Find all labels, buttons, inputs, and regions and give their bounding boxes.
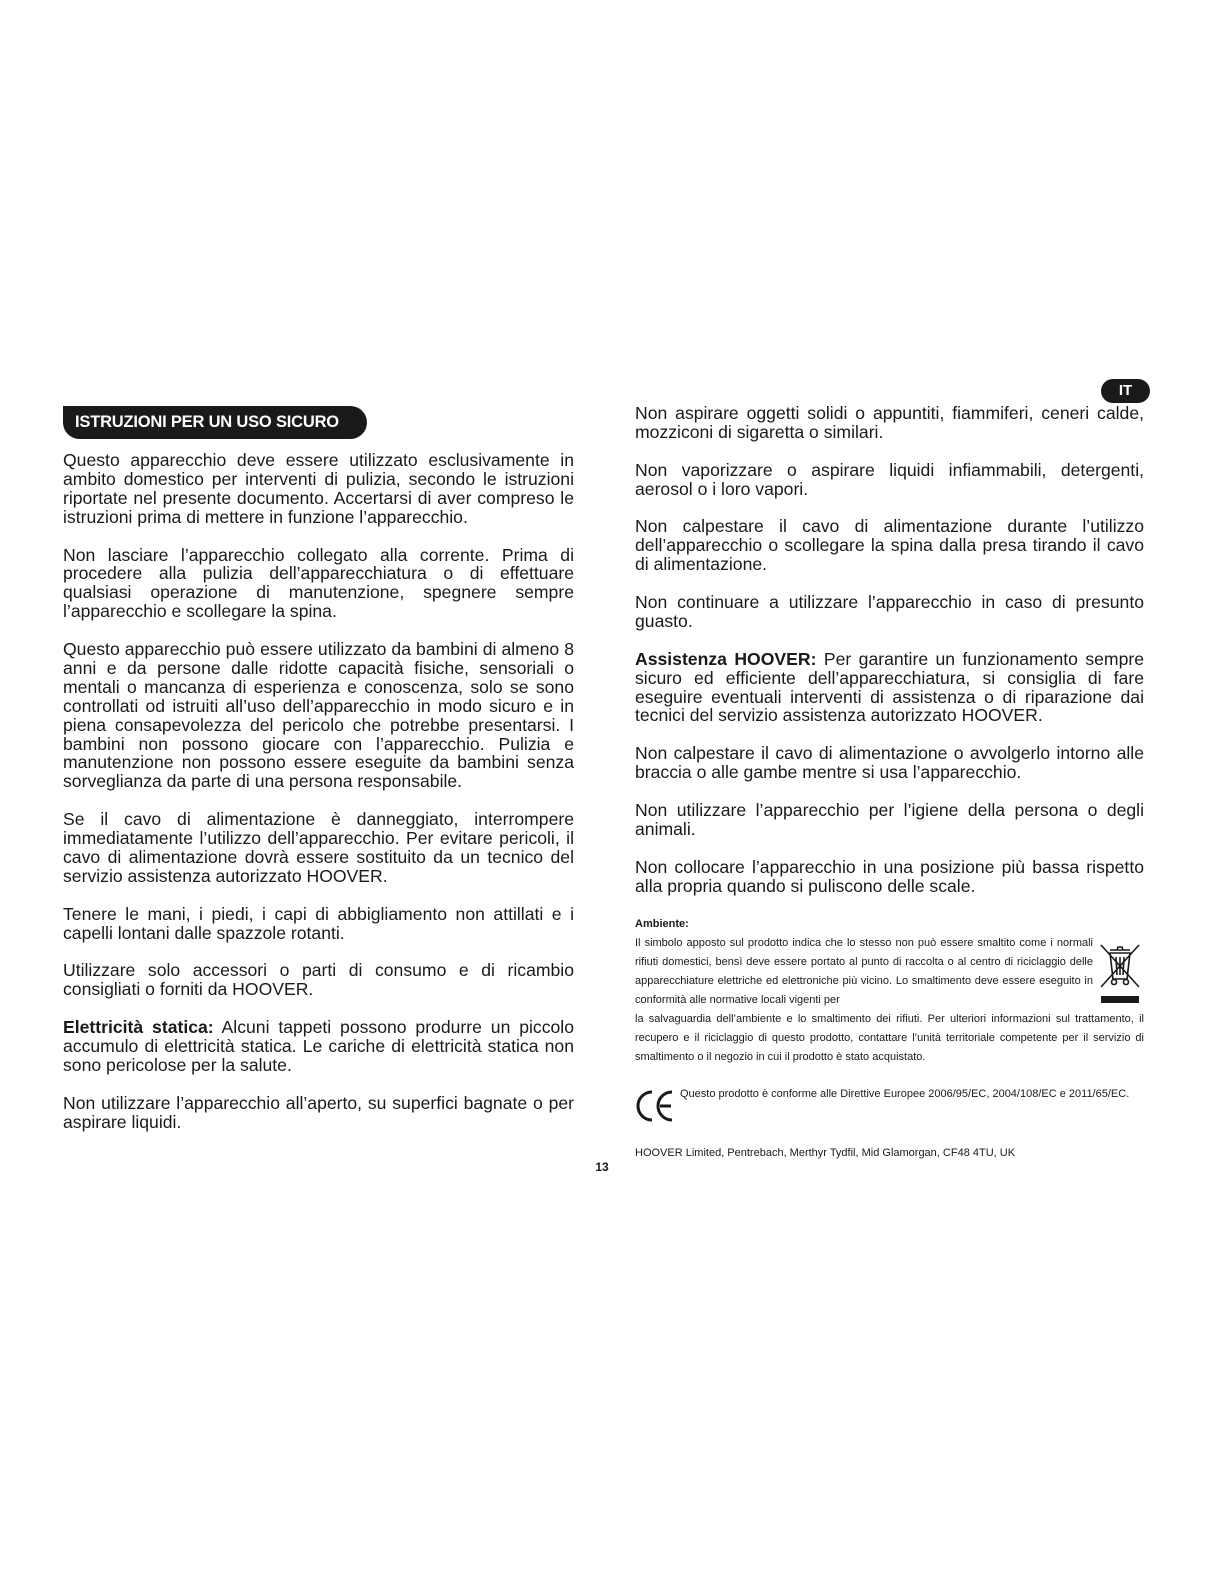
paragraph: Non calpestare il cavo di alimentazione durante l’utilizzo dell’apparecchio o scollegare la spina dalla presa tirando il cavo di alimentazione. [635,516,1144,575]
compliance-notice [635,1085,1144,1125]
paragraph: Non aspirare oggetti solidi o appuntiti, fiammiferi, ceneri calde, mozziconi di sigaretta o similari. [635,403,1144,442]
paragraph: Elettricità statica: Alcuni tappeti possono produrre un piccolo accumulo di elettricità statica. Le cariche di elettricità statica non sono pericolose per la salute. [63,1017,574,1075]
paragraph: Se il cavo di alimentazione è danneggiato, interrompere immediatamente l’utilizzo dell’apparecchio. Per evitare pericoli, il cavo di alimentazione dovrà essere sostituito da un tecnico del servizio assistenza autorizzato HOOVER. [63,809,574,886]
paragraph: Non utilizzare l’apparecchio all’aperto, su superfici bagnate o per aspirare liquidi. [63,1092,574,1132]
environment-title: Ambiente: [635,918,689,930]
paragraph: Non vaporizzare o aspirare liquidi infiammabili, detergenti, aerosol o i loro vapori. [635,459,1144,499]
paragraph: Non continuare a utilizzare l’apparecchio in caso di presunto guasto. [635,592,1144,631]
paragraph: Non utilizzare l’apparecchio per l’igiene della persona o degli animali. [635,799,1144,839]
paragraph: Utilizzare solo accessori o parti di consumo e di ricambio consigliati o forniti da HOOVER. [63,960,574,1000]
left-column [63,451,574,1150]
environment-text: Il simbolo apposto sul prodotto indica che lo stesso non può essere smaltito come i normali rifiuti domestici, bensì deve essere portato al punto di raccolta o al centro di riciclaggio delle apparecchiature elettriche ed elettroniche più vicino. Lo smaltimento deve essere eseguito in conformità alle normative locali vigenti per [635,937,1093,1006]
environment-notice [635,915,1144,1067]
paragraph: Questo apparecchio può essere utilizzato da bambini di almeno 8 anni e da persone dalle ridotte capacità fisiche, sensoriali o mentali o mancanza di esperienza e conoscenza, solo se sono controllati od istruiti all’uso dell’apparecchio in modo sicuro e in piena consapevolezza del pericolo che potrebbe presentarsi. I bambini non possono giocare con l’apparecchio. Pulizia e manutenzione non possono essere eseguite da bambini senza sorveglianza da parte di una persona responsabile. [63,639,574,792]
paragraph: Tenere le mani, i piedi, i capi di abbigliamento non attillati e i capelli lontani dalle spazzole rotanti. [63,903,574,943]
ce-mark-icon [635,1089,675,1123]
paragraph: Non lasciare l’apparecchio collegato alla corrente. Prima di procedere alla pulizia dell’apparecchiatura o di effettuare qualsiasi operazione di manutenzione, spegnere sempre l’apparecchio e scollegare la spina. [63,544,574,622]
environment-text-continued: la salvaguardia dell’ambiente e lo smaltimento dei rifiuti. Per ulteriori informazioni sul trattamento, il recupero e il riciclaggio di questo prodotto, contattare l’unità territoriale competente per il servizio di smaltimento o il negozio in cui il prodotto è stato acquistato. [635,1013,1144,1063]
paragraph: Questo apparecchio deve essere utilizzato esclusivamente in ambito domestico per interventi di pulizia, secondo le istruzioni riportate nel presente documento. Accertarsi di aver compreso le istruzioni prima di mettere in funzione l’apparecchio. [63,450,574,527]
manufacturer-address: HOOVER Limited, Pentrebach, Merthyr Tydfil, Mid Glamorgan, CF48 4TU, UK [635,1147,1016,1159]
language-badge: IT [1101,379,1150,403]
right-column [635,404,1144,914]
paragraph: Non collocare l’apparecchio in una posizione più bassa rispetto alla propria quando si puliscono delle scale. [635,856,1144,896]
page-number: 13 [595,1160,609,1174]
paragraph: Assistenza HOOVER: Per garantire un funzionamento sempre sicuro ed efficiente dell’apparecchiatura, si consiglia di fare eseguire eventuali interventi di assistenza o di riparazione dai tecnici del servizio assistenza autorizzato HOOVER. [635,648,1144,726]
weee-bin-icon [1097,941,1143,1007]
paragraph: Non calpestare il cavo di alimentazione o avvolgerlo intorno alle braccia o alle gambe mentre si usa l’apparecchio. [635,743,1144,783]
section-title: ISTRUZIONI PER UN USO SICURO [63,406,367,439]
compliance-text: Questo prodotto è conforme alle Direttive Europee 2006/95/EC, 2004/108/EC e 2011/65/EC. [680,1088,1130,1100]
